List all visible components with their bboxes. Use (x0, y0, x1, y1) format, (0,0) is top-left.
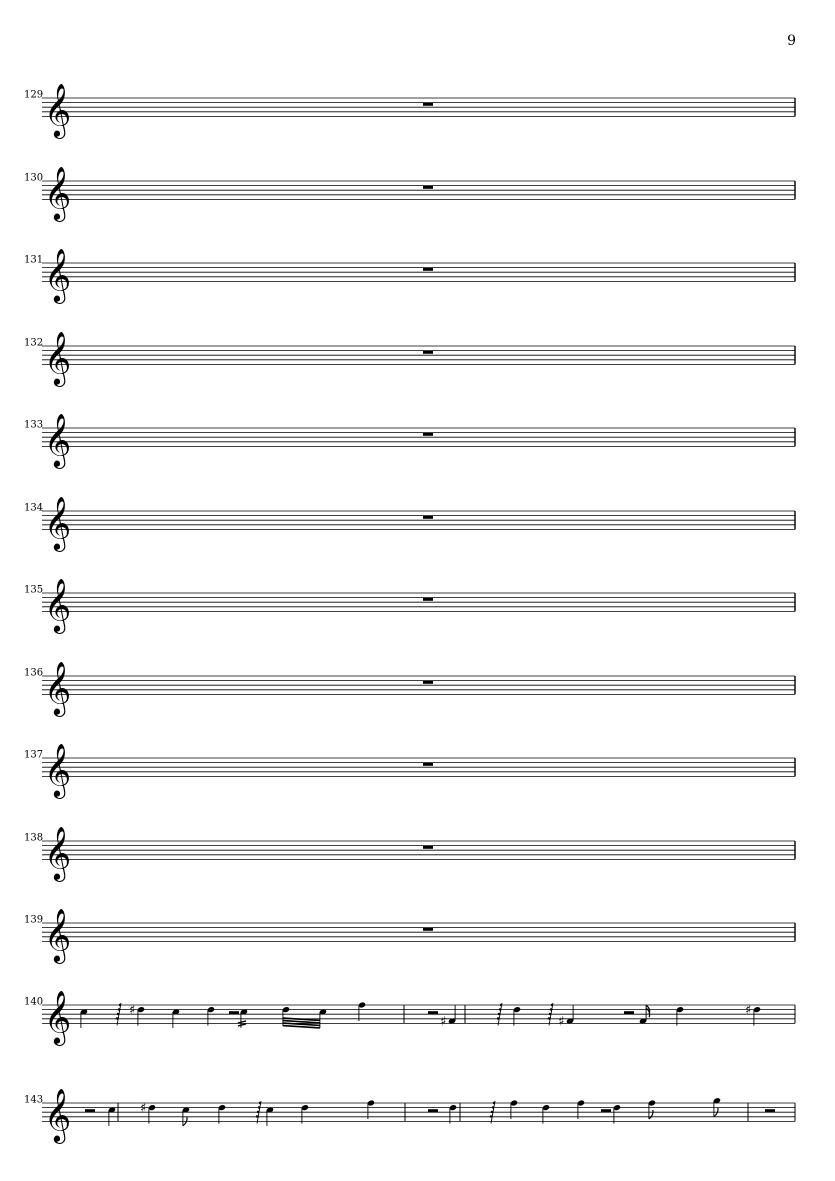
treble-clef-icon: 𝄞 (44, 247, 72, 302)
sharp-icon: ♯ (558, 1014, 565, 1030)
note (367, 1099, 375, 1119)
staff-system (24, 165, 795, 221)
note (207, 1006, 215, 1026)
note (449, 1104, 457, 1124)
measure-number: 129 (24, 89, 44, 101)
whole-rest-icon (423, 103, 433, 106)
half-rest-icon (428, 1109, 438, 1112)
whole-rest-icon (423, 186, 433, 189)
note (577, 1099, 585, 1119)
rest-hook (491, 1111, 493, 1113)
treble-clef-icon: 𝄞 (44, 989, 72, 1044)
note (301, 1104, 309, 1124)
note (542, 1104, 550, 1124)
half-rest-icon (601, 1109, 611, 1112)
whole-rest-icon (423, 928, 433, 931)
flag (649, 1110, 653, 1119)
rest-hook (256, 1115, 258, 1117)
note (639, 1005, 647, 1025)
note (648, 1099, 656, 1119)
note (319, 1008, 327, 1028)
staff-system (24, 825, 795, 881)
rest-hook (500, 1004, 502, 1006)
treble-clef-icon: 𝄞 (44, 825, 72, 880)
treble-clef-icon: 𝄞 (44, 742, 72, 797)
measure-number: 132 (24, 337, 44, 349)
whole-rest-icon (423, 268, 433, 271)
rest-hook (258, 1106, 260, 1108)
rest-hook (257, 1111, 259, 1113)
staff-system (24, 742, 795, 798)
note (266, 1106, 274, 1126)
whole-rest-icon (423, 351, 433, 354)
measure-number: 143 (24, 1094, 44, 1106)
rest-hook (116, 1017, 118, 1019)
half-rest-icon (428, 1011, 438, 1014)
measure-number: 130 (24, 172, 44, 184)
measure-number: 139 (24, 914, 44, 926)
note (613, 1104, 621, 1124)
rest-hook (498, 1013, 500, 1015)
whole-rest-icon (423, 433, 433, 436)
measure-number: 134 (24, 502, 44, 514)
rest-hook (118, 1008, 120, 1010)
note (510, 1099, 518, 1119)
rest-hook (493, 1102, 495, 1104)
note (172, 1008, 180, 1028)
rest-hook (499, 1008, 501, 1010)
treble-clef-icon: 𝄞 (44, 330, 72, 385)
note (713, 1097, 721, 1117)
beam (283, 1026, 320, 1028)
staff-system (24, 907, 795, 963)
rest-hook (551, 1004, 553, 1006)
sharp-icon: ♯ (129, 1003, 136, 1019)
treble-clef-icon: 𝄞 (44, 577, 72, 632)
staff-system (24, 577, 795, 633)
measure-number: 140 (24, 996, 44, 1008)
treble-clef-icon: 𝄞 (44, 412, 72, 467)
treble-clef-icon: 𝄞 (44, 82, 72, 137)
whole-rest-icon (423, 846, 433, 849)
note (558, 1005, 574, 1030)
note (513, 1006, 521, 1026)
measure-number: 133 (24, 419, 44, 431)
treble-clef-icon: 𝄞 (44, 660, 72, 715)
note (676, 1006, 684, 1026)
treble-clef-icon: 𝄞 (44, 1087, 72, 1142)
rest-hook (550, 1008, 552, 1010)
note (358, 1001, 366, 1021)
staff-system (24, 989, 795, 1045)
staff-system (24, 247, 795, 303)
beam (238, 1021, 246, 1023)
sharp-icon: ♯ (745, 1003, 752, 1019)
half-rest-icon (229, 1011, 239, 1014)
half-rest-icon (765, 1109, 775, 1112)
whole-rest-icon (423, 763, 433, 766)
half-rest-icon (85, 1109, 95, 1112)
page-number: 9 (787, 33, 796, 49)
rest-hook (549, 1013, 551, 1015)
rest-hook (259, 1102, 261, 1104)
measure-number: 131 (24, 254, 44, 266)
beam (283, 1021, 320, 1023)
staff-system (24, 660, 795, 716)
note (80, 1008, 88, 1028)
rest-hook (119, 1004, 121, 1006)
staff-system (24, 330, 795, 386)
whole-rest-icon (423, 681, 433, 684)
sharp-icon: ♯ (140, 1101, 147, 1117)
staff-system (24, 82, 795, 138)
rest-hook (492, 1106, 494, 1108)
treble-clef-icon: 𝄞 (44, 495, 72, 550)
whole-rest-icon (423, 516, 433, 519)
note (440, 1005, 456, 1030)
staff-system (24, 1087, 795, 1143)
measure-number: 136 (24, 667, 44, 679)
treble-clef-icon: 𝄞 (44, 165, 72, 220)
measure-number: 137 (24, 749, 44, 761)
sharp-icon: ♯ (440, 1014, 447, 1030)
staff-system (24, 412, 795, 468)
measure-number: 138 (24, 832, 44, 844)
rest-hook (497, 1017, 499, 1019)
note (108, 1106, 116, 1126)
treble-clef-icon: 𝄞 (44, 907, 72, 962)
beam (238, 1024, 246, 1026)
rest-hook (548, 1017, 550, 1019)
measure-number: 135 (24, 584, 44, 596)
half-rest-icon (624, 1011, 634, 1014)
note (218, 1104, 226, 1124)
note (182, 1106, 190, 1126)
rest-hook (490, 1115, 492, 1117)
whole-rest-icon (423, 598, 433, 601)
staff-system (24, 495, 795, 551)
rest-hook (117, 1013, 119, 1015)
